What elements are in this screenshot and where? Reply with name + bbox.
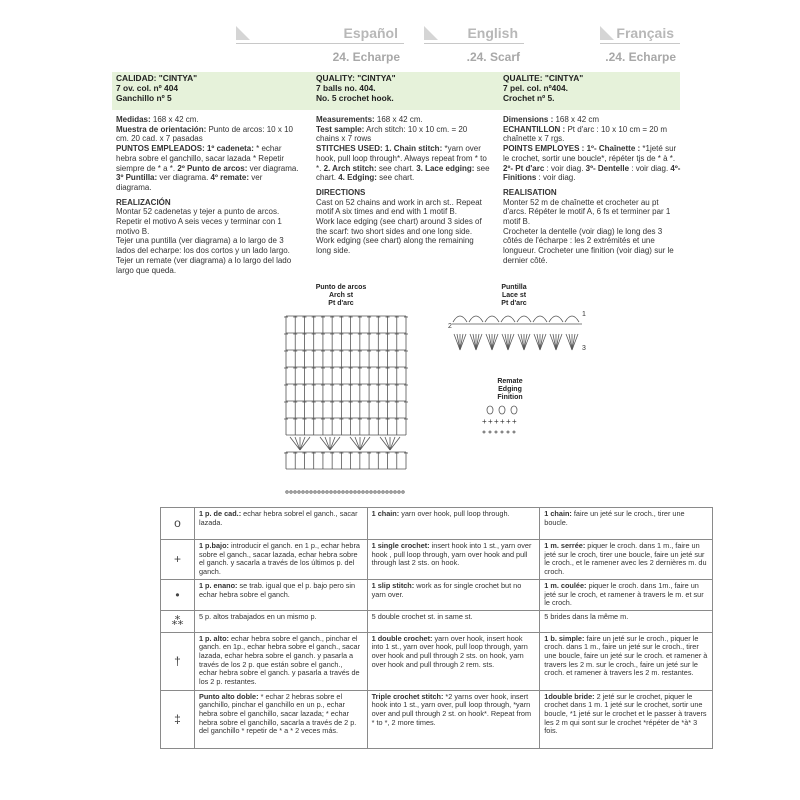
section-heading: REALIZACIÓN <box>116 197 171 207</box>
quality-es <box>116 73 296 103</box>
symbol-desc-en: 1 chain: yarn over hook, pull loop through. <box>367 508 540 540</box>
echantillon: ECHANTILLON : Pt d'arc : 10 x 10 cm = 20 m chaînette x 7 rgs. <box>503 124 668 144</box>
chart-chain-dot <box>314 491 316 493</box>
chart-fan-stitch <box>360 437 365 450</box>
muestra: Muestra de orientación: Punto de arcos: 10 x 10 cm. 20 cad. x 7 pasadas <box>116 124 293 144</box>
lace-fan-stitch <box>566 334 572 350</box>
chart-chain-dot <box>290 491 292 493</box>
lace-fan-stitch <box>460 334 466 350</box>
symbol-row <box>161 690 713 748</box>
lace-row-mark: 2 <box>448 323 452 330</box>
chart-chain-dot <box>378 491 380 493</box>
chart-chain-dot <box>402 491 404 493</box>
lace-fan-stitch <box>572 334 578 350</box>
lace-fan-stitch <box>454 334 460 350</box>
edging-chain-dot <box>501 431 503 433</box>
quality-line: QUALITY: "CINTYA" <box>316 73 396 83</box>
quality-line: QUALITE: "CINTYA" <box>503 73 584 83</box>
chart-chain-dot <box>302 491 304 493</box>
chart-chain-dot <box>306 491 308 493</box>
chart-chain-dot <box>310 491 312 493</box>
chart-chain-dot <box>334 491 336 493</box>
symbol-row <box>161 632 713 690</box>
chart-chain-dot <box>346 491 348 493</box>
lace-fan-stitch <box>572 334 575 350</box>
lace-arch <box>565 316 579 322</box>
paragraph: Monter 52 m de chaînette et crocheter au pt d'arcs. Répéter le motif A, 6 fs et terminer par 1 motif B. <box>503 197 671 227</box>
puntos-empleados: PUNTOS EMPLEADOS: 1º cadeneta: * echar hebra sobre el ganchillo, sacar lazada * Repetir siempre de * a *. 2º Punto de arcos: ver diagrama. 3º Puntilla: ver diagrama. 4º remate: ver diagrama. <box>116 144 299 192</box>
chart-fan-stitch <box>360 437 370 450</box>
lace-fan-stitch <box>540 334 546 350</box>
lace-arch <box>517 316 531 322</box>
lace-fan-stitch <box>553 334 556 350</box>
lace-diagram-label: Puntilla Lace st Pt d'arc <box>501 284 527 307</box>
lace-row-mark: 1 <box>582 311 586 318</box>
chart-chain-dot <box>318 491 320 493</box>
symbol-row <box>161 540 713 580</box>
symbol-desc-es: 1 p. alto: echar hebra sobre el ganch., pinchar el ganch. en 1p., echar hebra sobre el ganch., sacar lazada, echar hebra sobre el ganch. y pasarla a través de los 2 p. que están sobre el ganch., echar hebra sobre el ganch. y pasarla a través de los 2 p. restantes. <box>194 632 367 690</box>
lace-fan-stitch <box>540 334 543 350</box>
stitch-symbol-icon: • <box>175 587 180 602</box>
edging-sc-mark: + <box>482 417 487 426</box>
symbol-row <box>161 580 713 611</box>
quality-line: 7 balls no. 404. <box>316 83 376 93</box>
lace-fan-stitch <box>502 334 508 350</box>
stitches-used: STITCHES USED: 1. Chain stitch: *yarn over hook, pull loop through*. Always repeat from * to *. 2. Arch stitch: see chart. 3. Lace edging: see chart. 4. Edging: see chart. <box>316 144 490 183</box>
edging-picot <box>487 406 493 414</box>
subheader-es: 24. Echarpe <box>332 50 400 64</box>
lace-fan-stitch <box>537 334 540 350</box>
header-lang-label: Français <box>616 25 674 41</box>
subheader-en: .24. Scarf <box>466 50 520 64</box>
chart-chain-dot <box>358 491 360 493</box>
arch-stitch-chart <box>284 312 408 498</box>
lace-fan-stitch <box>556 334 559 350</box>
symbol-desc-fr: 1 m. serrée: piquer le croch. dans 1 m., faire un jeté sur le croch, tirer une boucle, faire un jeté sur le croch., et le ramener avec les 2 dernières m. du croch. <box>540 540 713 580</box>
stitch-symbol-icon: † <box>174 653 181 668</box>
edging-sc-mark: + <box>494 417 499 426</box>
lace-arch <box>501 316 515 322</box>
quality-line: No. 5 crochet hook. <box>316 93 394 103</box>
header-triangle-icon <box>600 26 614 40</box>
chart-fan-stitch <box>325 437 330 450</box>
lace-arch <box>485 316 499 322</box>
chart-chain-dot <box>394 491 396 493</box>
chart-fan-stitch <box>290 437 300 450</box>
header-triangle-icon <box>424 26 438 40</box>
measurements: Measurements: 168 x 42 cm. <box>316 115 423 124</box>
quality-line: Ganchillo nº 5 <box>116 93 172 103</box>
paragraph: Tejer una puntilla (ver diagrama) a lo largo de 3 lados del echarpe: los dos cortos y un lado largo. Tejer un remate (ver diagrama) a lo largo del lado largo que queda. <box>116 236 292 275</box>
lace-fan-stitch <box>508 334 514 350</box>
chart-fan-stitch <box>295 437 300 450</box>
quality-line: CALIDAD: "CINTYA" <box>116 73 198 83</box>
lace-fan-stitch <box>534 334 540 350</box>
lace-row-mark: 3 <box>582 345 586 352</box>
symbol-desc-en: 1 double crochet: yarn over hook, insert hook into 1 st., yarn over hook, pull loop through, yarn over hook and pull through 2 sts. on hook, yarn over hook and pull through 2 rem. sts. <box>367 632 540 690</box>
stitch-symbol-icon: ⁂ <box>171 613 184 628</box>
symbol-row <box>161 610 713 632</box>
symbol-desc-en: 1 slip stitch: work as for single crochet but no yarn over. <box>367 580 540 611</box>
header-lang-label: Español <box>343 25 398 41</box>
chart-fan-stitch <box>355 437 360 450</box>
symbol-cell <box>161 540 195 580</box>
chart-chain-dot <box>294 491 296 493</box>
lace-fan-stitch <box>486 334 492 350</box>
lace-fan-stitch <box>476 334 479 350</box>
chart-fan-stitch <box>330 437 340 450</box>
header-triangle-icon <box>236 26 250 40</box>
edging-chain-dot <box>495 431 497 433</box>
lace-fan-stitch <box>521 334 524 350</box>
chart-chain-dot <box>338 491 340 493</box>
lace-fan-stitch <box>489 334 492 350</box>
quality-fr <box>503 73 683 103</box>
stitch-symbol-icon: + <box>173 552 181 567</box>
symbol-cell <box>161 610 195 632</box>
text-column-es <box>116 115 300 275</box>
symbol-desc-es: 1 p.bajo: introducir el ganch. en 1 p., echar hebra sobre el ganch., sacar lazada, echar hebra sobre el ganch. y sacarla a través de los últimos p. del ganch. <box>194 540 367 580</box>
chart-chain-dot <box>382 491 384 493</box>
chart-chain-dot <box>398 491 400 493</box>
lace-fan-stitch <box>492 334 495 350</box>
dimensions: Dimensions : 168 x 42 cm <box>503 115 600 124</box>
lace-fan-stitch <box>505 334 508 350</box>
chart-chain-dot <box>366 491 368 493</box>
section-heading: DIRECTIONS <box>316 187 366 197</box>
section-heading: REALISATION <box>503 187 557 197</box>
medidas: Medidas: 168 x 42 cm. <box>116 115 199 124</box>
chart-fan-stitch <box>380 437 390 450</box>
quality-en <box>316 73 496 103</box>
paragraph: Montar 52 cadenetas y tejer a punto de arcos. Repetir el motivo A seis veces y terminar con 1 motivo B. <box>116 207 282 236</box>
chart-fan-stitch <box>300 437 310 450</box>
lace-fan-stitch <box>460 334 463 350</box>
paragraph: Work lace edging (see chart) around 3 sides of the scarf: two short sides and one long side. Work edging (see chart) along the remaining long side. <box>316 217 482 256</box>
stitch-symbol-icon: ‡ <box>174 711 181 726</box>
chart-chain-dot <box>386 491 388 493</box>
symbol-desc-fr: 1 b. simple: faire un jeté sur le croch., piquer le croch. dans 1 m., faire un jeté sur le croch., tirer une boucle, faire un jeté sur le croch. et ramener à travers les 2 m. sur le croch., faire un jeté sur le croch. et ramener à travers les 2 m. restantes. <box>540 632 713 690</box>
subheader-fr: .24. Echarpe <box>605 50 676 64</box>
symbol-table <box>160 507 713 749</box>
symbol-desc-es: 5 p. altos trabajados en un mismo p. <box>194 610 367 632</box>
symbol-cell <box>161 508 195 540</box>
chart-chain-dot <box>322 491 324 493</box>
lace-arch <box>549 316 563 322</box>
edging-chain-dot <box>507 431 509 433</box>
edging-chain-dot <box>483 431 485 433</box>
symbol-desc-es: 1 p. de cad.: echar hebra sobrel el ganch., sacar lazada. <box>194 508 367 540</box>
symbol-desc-es: 1 p. enano: se trab. igual que el p. bajo pero sin echar hebra sobre el ganch. <box>194 580 367 611</box>
lace-arch <box>453 316 467 322</box>
symbol-cell <box>161 580 195 611</box>
symbol-row <box>161 508 713 540</box>
lace-arch <box>469 316 483 322</box>
symbol-desc-fr: 1double bride: 2 jeté sur le crochet, piquer le crochet dans 1 m. 1 jeté sur le crochet, sortir une boucle, *1 jeté sur le crochet et le passer à travers les 2 m qui sont sur le crochet *répéter de *à* 3 fois. <box>540 690 713 748</box>
points-employes: POINTS EMPLOYES : 1º- Chaînette : *1jeté sur le crochet, sortir une boucle*, répéter tjs de * à *. 2º- Pt d'arc : voir diag. 3º- Dentelle : voir diag. 4º- Finitions : voir diag. <box>503 144 681 183</box>
edging-chain-dot <box>489 431 491 433</box>
paragraph: Crocheter la dentelle (voir diag) le long des 3 côtés de l'écharpe : les 2 extrémités et une longueur. Crocheter une finition (voir diag) sur le dernier côté. <box>503 226 674 265</box>
chart-chain-dot <box>370 491 372 493</box>
symbol-desc-fr: 5 brides dans la même m. <box>540 610 713 632</box>
symbol-desc-en: Triple crochet stitch: *2 yarns over hook, insert hook into 1 st., yarn over, pull loop through, *yarn over and pull through 2 st. on hook*. Repeat from * to *, 2 more times. <box>367 690 540 748</box>
chart-chain-dot <box>350 491 352 493</box>
test-sample: Test sample: Arch stitch: 10 x 10 cm. = 20 chains x 7 rows <box>316 124 468 144</box>
chart-chain-dot <box>374 491 376 493</box>
chart-fan-stitch <box>350 437 360 450</box>
chart-fan-stitch <box>390 437 400 450</box>
lace-fan-stitch <box>550 334 556 350</box>
edging-picot <box>511 406 517 414</box>
quality-line: Crochet nº 5. <box>503 93 555 103</box>
lace-fan-stitch <box>470 334 476 350</box>
header-fr <box>600 22 680 44</box>
header-en <box>424 22 524 44</box>
chart-fan-stitch <box>300 437 305 450</box>
lace-fan-stitch <box>457 334 460 350</box>
chart-chain-dot <box>354 491 356 493</box>
chart-chain-dot <box>298 491 300 493</box>
lace-fan-stitch <box>524 334 527 350</box>
lace-fan-stitch <box>569 334 572 350</box>
symbol-cell <box>161 632 195 690</box>
chart-fan-stitch <box>330 437 335 450</box>
edging-sc-mark: + <box>488 417 493 426</box>
quality-line: 7 pel. col. nº404. <box>503 83 568 93</box>
header-es <box>236 22 404 44</box>
paragraph: Cast on 52 chains and work in arch st.. Repeat motif A six times and end with 1 motif B. <box>316 197 482 217</box>
chart-chain-dot <box>326 491 328 493</box>
chart-chain-dot <box>286 491 288 493</box>
lace-chart <box>448 310 588 360</box>
edging-chain-dot <box>513 431 515 433</box>
symbol-desc-fr: 1 chain: faire un jeté sur le croch., tirer une boucle. <box>540 508 713 540</box>
symbol-desc-en: 5 double crochet st. in same st. <box>367 610 540 632</box>
edging-sc-mark: + <box>512 417 517 426</box>
lace-fan-stitch <box>473 334 476 350</box>
edging-diagram-label: Remate Edging Finition <box>497 378 523 401</box>
edging-sc-mark: + <box>500 417 505 426</box>
text-column-en <box>316 115 490 256</box>
text-column-fr <box>503 115 681 266</box>
symbol-desc-en: 1 single crochet: insert hook into 1 st., yarn over hook , pull loop through, yarn over hook and pull through last 2 sts. on hook. <box>367 540 540 580</box>
header-lang-label: English <box>467 25 518 41</box>
chart-chain-dot <box>330 491 332 493</box>
lace-fan-stitch <box>524 334 530 350</box>
chart-chain-dot <box>390 491 392 493</box>
quality-line: 7 ov. col. nº 404 <box>116 83 179 93</box>
edging-chart <box>480 404 540 440</box>
symbol-desc-es: Punto alto doble: * echar 2 hebras sobre el ganchillo, pinchar el ganchillo en un p., echar hebra sobre el ganchillo, sacar lazada; * echar hebra sobre el ganchillo, sacarla a través de 2 p. del ganchillo * repetir de * a * 2 veces más. <box>194 690 367 748</box>
edging-picot <box>499 406 505 414</box>
lace-fan-stitch <box>508 334 511 350</box>
chart-fan-stitch <box>390 437 395 450</box>
lace-arch <box>533 316 547 322</box>
chart-fan-stitch <box>320 437 330 450</box>
chart-chain-dot <box>362 491 364 493</box>
stitch-symbol-icon: o <box>174 516 181 531</box>
lace-fan-stitch <box>518 334 524 350</box>
arch-diagram-label: Punto de arcos Arch st Pt d'arc <box>315 284 367 307</box>
symbol-desc-fr: 1 m. coulée: piquer le croch. dans 1m., faire un jeté sur le croch, et ramener à travers le m. et sur le croch. <box>540 580 713 611</box>
lace-fan-stitch <box>556 334 562 350</box>
symbol-cell <box>161 690 195 748</box>
chart-chain-dot <box>342 491 344 493</box>
lace-fan-stitch <box>476 334 482 350</box>
edging-sc-mark: + <box>506 417 511 426</box>
chart-fan-stitch <box>385 437 390 450</box>
lace-fan-stitch <box>492 334 498 350</box>
